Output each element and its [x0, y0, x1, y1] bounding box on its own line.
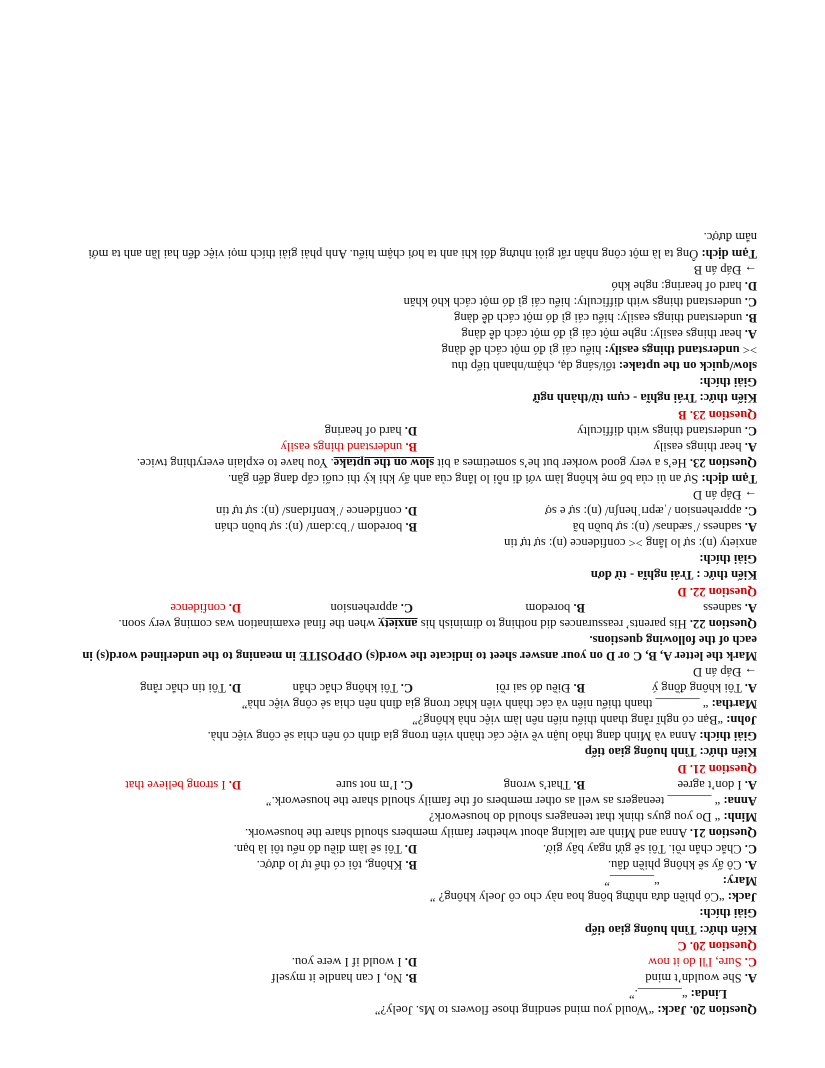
q23-opposite-meaning: hiểu cái gì đó một cách dễ dàng — [441, 343, 602, 358]
q20-translation-a: Cô ấy sẽ không phiền đâu. — [607, 858, 742, 873]
q23-definition-c-letter: C. — [744, 294, 757, 309]
q22-conclusion: → Đáp án D — [692, 488, 757, 502]
q22-option-c: apprehension — [330, 600, 398, 615]
q22-translation — [67, 471, 757, 487]
q22-definition-c-letter: C. — [744, 504, 757, 519]
q20-option-b: No, I can handle it myself — [271, 970, 403, 985]
q22-definition-a-letter: A. — [744, 520, 757, 535]
q22-option-c-letter: C. — [400, 600, 413, 615]
q21-translation-d: Tôi tin chắc rằng — [140, 681, 226, 696]
q21-knowledge-text: Tình huống giao tiếp — [584, 745, 697, 760]
q23-translation-text: Ông ta là một công nhân rất giỏi nhưng đôi khi anh ta hơi chậm hiểu. Anh phải giải thích mọi việc đến hai lần anh ta mới nắm được. — [88, 230, 757, 261]
q21-translation-c-letter: C. — [400, 681, 413, 696]
q21-answer: Question 21. D — [677, 761, 757, 776]
q21-line1-text: “ Do you guys think that teenagers should do housework? — [428, 809, 721, 824]
q23-definition-b — [67, 310, 757, 326]
q21-explain-text: Anna và Minh đang thảo luận về việc các thành viên trong gia đình có nên chia sẻ công việc nhà. — [207, 729, 697, 744]
q20-line1-text: “Có phiền đưa những bông hoa này cho cô Joely không? ” — [429, 890, 725, 905]
q21-explain — [67, 728, 757, 744]
q21-translation-d-letter: D. — [228, 681, 241, 696]
q22-underlined-word: anxiety — [378, 616, 418, 631]
q22-explain: anxiety (n): sự lo lắng >< confidence (n): sự tự tin — [504, 536, 757, 551]
q20-translation-c: Chắc chắn rồi. Tôi sẽ gửi ngay bây giờ. — [542, 842, 742, 857]
q20-translation-a-letter: A. — [744, 858, 757, 873]
q20-option-d: I would if I were you. — [291, 954, 402, 969]
q22-translation-text: Sự an ủi của bố mẹ không làm với đi nỗi lo lắng của anh ấy khi kỳ thi cuối cấp đang đến gần. — [227, 471, 699, 486]
q23-definition-c — [67, 294, 757, 310]
q23-idiom-term: slow/quick on the uptake: — [618, 359, 757, 374]
q20-knowledge-text: Tình huống giao tiếp — [584, 922, 697, 937]
q20-knowledge-label: Kiến thức: — [699, 922, 757, 937]
q20-option-a: She wouldn’t mind — [645, 970, 742, 985]
q20-option-c-letter: C. — [744, 954, 757, 969]
q21-option-b: That’s wrong — [503, 777, 571, 792]
q21-question-text: Anna and Minh are talking about whether family members should share the housework. — [244, 825, 688, 840]
q22-question — [67, 616, 757, 632]
q20-question — [67, 1002, 757, 1018]
q20-option-c: Sure, I'll do it now — [648, 954, 742, 969]
q22-option-b-letter: B. — [573, 600, 585, 615]
q20-option-d-letter: D. — [404, 954, 417, 969]
q22-option-b: boredom — [525, 600, 571, 615]
section-instruction: Mark the letter A, B, C or D on your answer sheet to indicate the word(s) OPPOSITE in meaning to the underlined word(s) in each of the following questions. — [82, 632, 757, 663]
q20-option-b-letter: B. — [405, 970, 417, 985]
q23-translation-label: Tạm dịch: — [701, 246, 757, 261]
q21-option-c: I’m not sure — [336, 777, 398, 792]
q22-label: Question 22. — [689, 616, 757, 631]
q23-options-row2 — [67, 423, 757, 439]
q20-explain-label: Giải thích: — [699, 906, 757, 921]
q22-definition-d: confidence /ˈkɒnfɪdəns/ (n): sự tự tin — [215, 504, 402, 519]
q23-definition-d-letter: D. — [744, 278, 757, 293]
q22-knowledge-text: Trái nghĩa - từ đơn — [590, 568, 694, 583]
q22-definition-b-letter: B. — [405, 520, 417, 535]
q22-answer: Question 22. D — [677, 584, 757, 599]
q21-martha-speaker: Martha: — [711, 697, 757, 712]
q21-conclusion: → Đáp án D — [692, 665, 757, 680]
q22-explain-label: Giải thích: — [699, 552, 757, 567]
q22-definition-a: sadness /ˈsædnəs/ (n): sự buồn bã — [572, 520, 742, 535]
q21-knowledge — [67, 744, 757, 760]
q23-option-a: hear things easily — [653, 439, 742, 454]
q21-option-a: I don’t agree — [677, 777, 742, 792]
q21-option-a-letter: A. — [744, 777, 757, 792]
q20-lead: Jack: — [657, 1003, 687, 1017]
q21-knowledge-label: Kiến thức: — [699, 745, 757, 760]
q21-option-d-letter: D. — [228, 777, 241, 792]
q20-explain-line2 — [67, 873, 757, 889]
q20-question-text: “Would you mind sending those flowers to Ms. Joely?” — [374, 1003, 655, 1017]
q22-knowledge — [67, 567, 757, 583]
q23-text-before: He’s a very good worker but he’s sometimes a bit — [437, 455, 687, 470]
q23-knowledge-text: Trái nghĩa - cụm từ/thành ngữ — [532, 391, 697, 406]
q23-option-c: understand things with difficulty — [577, 423, 742, 438]
document-content — [67, 229, 757, 1018]
q21-line1-speaker: Minh: — [723, 809, 757, 824]
q23-option-c-letter: C. — [744, 423, 757, 438]
q20-dialog-speaker: Linda: — [690, 986, 727, 1001]
q22-definitions-row2 — [67, 503, 757, 519]
q21-translation-c: Tôi không chắc chắn — [292, 681, 398, 696]
q23-idiom — [67, 358, 757, 374]
q21-explain-label: Giải thích: — [699, 729, 757, 744]
q21-option-d: I strong believe that — [125, 777, 226, 792]
q20-label: Question 20. — [689, 1003, 757, 1017]
q21-martha-line — [67, 696, 757, 712]
q23-opposite — [67, 342, 757, 358]
q20-options-row2 — [67, 954, 757, 970]
q23-definition-b-letter: B. — [745, 310, 757, 325]
q23-definition-a-letter: A. — [744, 327, 757, 342]
q20-options-row1 — [67, 970, 757, 986]
q23-option-d: hard of hearing — [324, 423, 402, 438]
q20-translations-row1 — [67, 857, 757, 873]
q22-option-a-letter: A. — [744, 600, 757, 615]
q20-translation-b-letter: B. — [405, 858, 417, 873]
q23-definition-d-text: hard of hearing: nghe khó — [611, 278, 742, 293]
q21-line2-text: “ _______ teenagers as well as other members of the family should share the housework.” — [265, 793, 721, 808]
q20-dialog — [67, 986, 757, 1002]
q22-definition-c: apprehension /ˌæprɪˈhenʃn/ (n): sự e sợ — [545, 504, 742, 519]
q23-underlined-phrase: slow on the uptake — [333, 455, 435, 470]
q23-opposite-term: understand things easily: — [604, 343, 740, 358]
q20-line2-text: “_______” — [604, 874, 660, 889]
q20-answer: Question 20. C — [677, 938, 757, 953]
q23-question — [67, 455, 757, 471]
q21-john-line — [67, 712, 757, 728]
q21-option-b-letter: B. — [573, 777, 585, 792]
q21-options — [67, 777, 757, 793]
q21-option-c-letter: C. — [400, 777, 413, 792]
q20-line1-speaker: Jack: — [727, 890, 757, 905]
q23-translation — [67, 229, 757, 261]
q20-translations-row2 — [67, 841, 757, 857]
q21-john-text: “Bạn có nghĩ rằng thanh thiếu niên nên làm việc nhà không?” — [412, 713, 724, 728]
q21-translation-a: Tôi không đồng ý — [651, 681, 742, 696]
q23-definition-a — [67, 326, 757, 342]
q22-option-d-letter: D. — [228, 600, 241, 615]
q22-translation-label: Tạm dịch: — [701, 471, 757, 486]
q23-option-b: understand things easily — [280, 439, 403, 454]
q20-translation-c-letter: C. — [744, 842, 757, 857]
q21-martha-text: “ _______ thanh thiếu niên và các thành viên khác trong gia đình nên chia sẻ công việc nhà” — [241, 697, 709, 712]
q23-option-b-letter: B. — [405, 439, 417, 454]
q22-definitions-row1 — [67, 519, 757, 535]
q20-dialog-text: “_______.” — [629, 986, 688, 1001]
q23-options-row1 — [67, 439, 757, 455]
q21-question — [67, 825, 757, 841]
q21-line1 — [67, 809, 757, 825]
q22-knowledge-label: Kiến thức : — [696, 568, 757, 583]
q22-option-d: confidence — [170, 600, 226, 615]
q22-definition-d-letter: D. — [404, 504, 417, 519]
q22-definition-b: boredom /ˈbɔːdəm/ (n): sự buồn chán — [214, 520, 403, 535]
q21-label: Question 21. — [689, 825, 757, 840]
q23-definition-c-text: understand things with difficulty: hiểu cái gì đó một cách khó khăn — [403, 294, 742, 309]
q21-john-speaker: John: — [726, 713, 757, 728]
q23-definition-b-text: understand things easily: hiểu cái gì đó một cách dễ dàng — [454, 310, 743, 325]
q23-definition-d — [67, 278, 757, 294]
q23-knowledge-label: Kiến thức: — [699, 391, 757, 406]
q20-knowledge — [67, 921, 757, 937]
q22-options — [67, 600, 757, 616]
q20-option-a-letter: A. — [744, 970, 757, 985]
q20-translation-d: Tôi sẽ làm điều đó nếu tôi là bạn. — [233, 842, 402, 857]
q23-text-after: . You have to explain everything twice. — [136, 455, 334, 470]
q21-line2-speaker: Anna: — [723, 793, 757, 808]
q20-translation-b: Không, tôi có thể tự lo được. — [256, 858, 403, 873]
q23-option-a-letter: A. — [744, 439, 757, 454]
q23-idiom-meaning: tối/sáng dạ, chậm/nhanh tiếp thu — [451, 359, 616, 374]
q23-definition-a-text: hear things easily: nghe một cái gì đó một cách dễ dàng — [461, 327, 742, 342]
q23-label: Question 23. — [689, 455, 757, 470]
q22-text-before: His parents’ reassurances did nothing to diminish his — [420, 616, 687, 631]
q20-translation-d-letter: D. — [404, 842, 417, 857]
q23-explain-label: Giải thích: — [699, 375, 757, 390]
q23-answer: Question 23. B — [678, 407, 757, 422]
q21-translation-a-letter: A. — [744, 681, 757, 696]
q21-translations — [67, 680, 757, 696]
q22-option-a: sadness — [703, 600, 742, 615]
q23-option-d-letter: D. — [404, 423, 417, 438]
q21-line2 — [67, 793, 757, 809]
q22-text-after: when the final examination was coming very soon. — [118, 616, 376, 631]
q23-knowledge — [67, 390, 757, 406]
q21-translation-b-letter: B. — [573, 681, 585, 696]
q20-line2-speaker: Mary: — [722, 874, 757, 889]
q20-explain-line1 — [67, 889, 757, 905]
q23-conclusion: → Đáp án B — [693, 262, 757, 277]
q21-translation-b: Điều đó sai rồi — [495, 681, 571, 696]
q23-opposite-prefix: >< — [742, 343, 757, 358]
